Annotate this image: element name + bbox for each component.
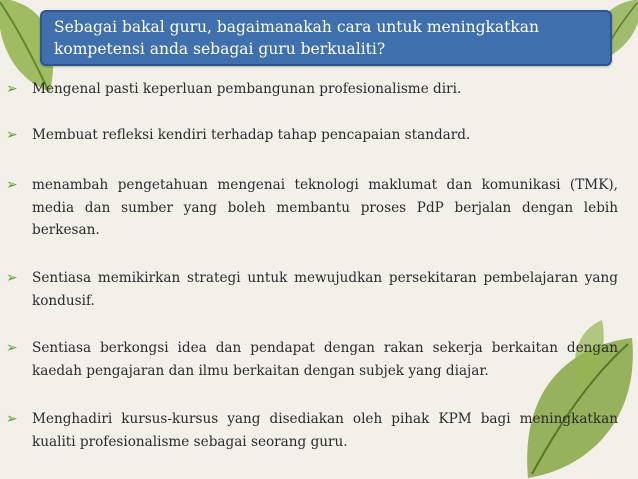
list-item: [0, 124, 624, 147]
bullet-text: Membuat refleksi kendiri terhadap tahap pencapaian standard.: [32, 127, 471, 143]
bullet-text: Sentiasa berkongsi idea dan pendapat dengan rakan sekerja berkaitan dengan kaedah pengajaran dan ilmu berkaitan dengan subjek yang diajar.: [32, 340, 618, 379]
arrow-bullet-icon: ➢: [6, 270, 18, 286]
bullet-text: Mengenal pasti keperluan pembangunan profesionalisme diri.: [32, 81, 462, 97]
list-item: [0, 174, 624, 242]
arrow-bullet-icon: ➢: [6, 127, 18, 143]
list-item: [0, 408, 624, 453]
list-item: [0, 337, 624, 382]
arrow-bullet-icon: ➢: [6, 411, 18, 427]
list-item: [0, 267, 624, 312]
slide-title-box: [40, 10, 612, 66]
slide-title: Sebagai bakal guru, bagaimanakah cara untuk meningkatkan kompetensi anda sebagai guru berkualiti?: [54, 18, 540, 58]
arrow-bullet-icon: ➢: [6, 177, 18, 193]
arrow-bullet-icon: ➢: [6, 340, 18, 356]
bullet-text: Sentiasa memikirkan strategi untuk mewujudkan persekitaran pembelajaran yang kondusif.: [32, 270, 618, 309]
arrow-bullet-icon: ➢: [6, 81, 18, 97]
bullet-text: Menghadiri kursus-kursus yang disediakan oleh pihak KPM bagi meningkatkan kualiti profesionalisme sebagai seorang guru.: [32, 411, 618, 450]
list-item: [0, 78, 624, 101]
bullet-text: menambah pengetahuan mengenai teknologi maklumat dan komunikasi (TMK), media dan sumber yang boleh membantu proses PdP berjalan dengan lebih berkesan.: [32, 177, 618, 238]
